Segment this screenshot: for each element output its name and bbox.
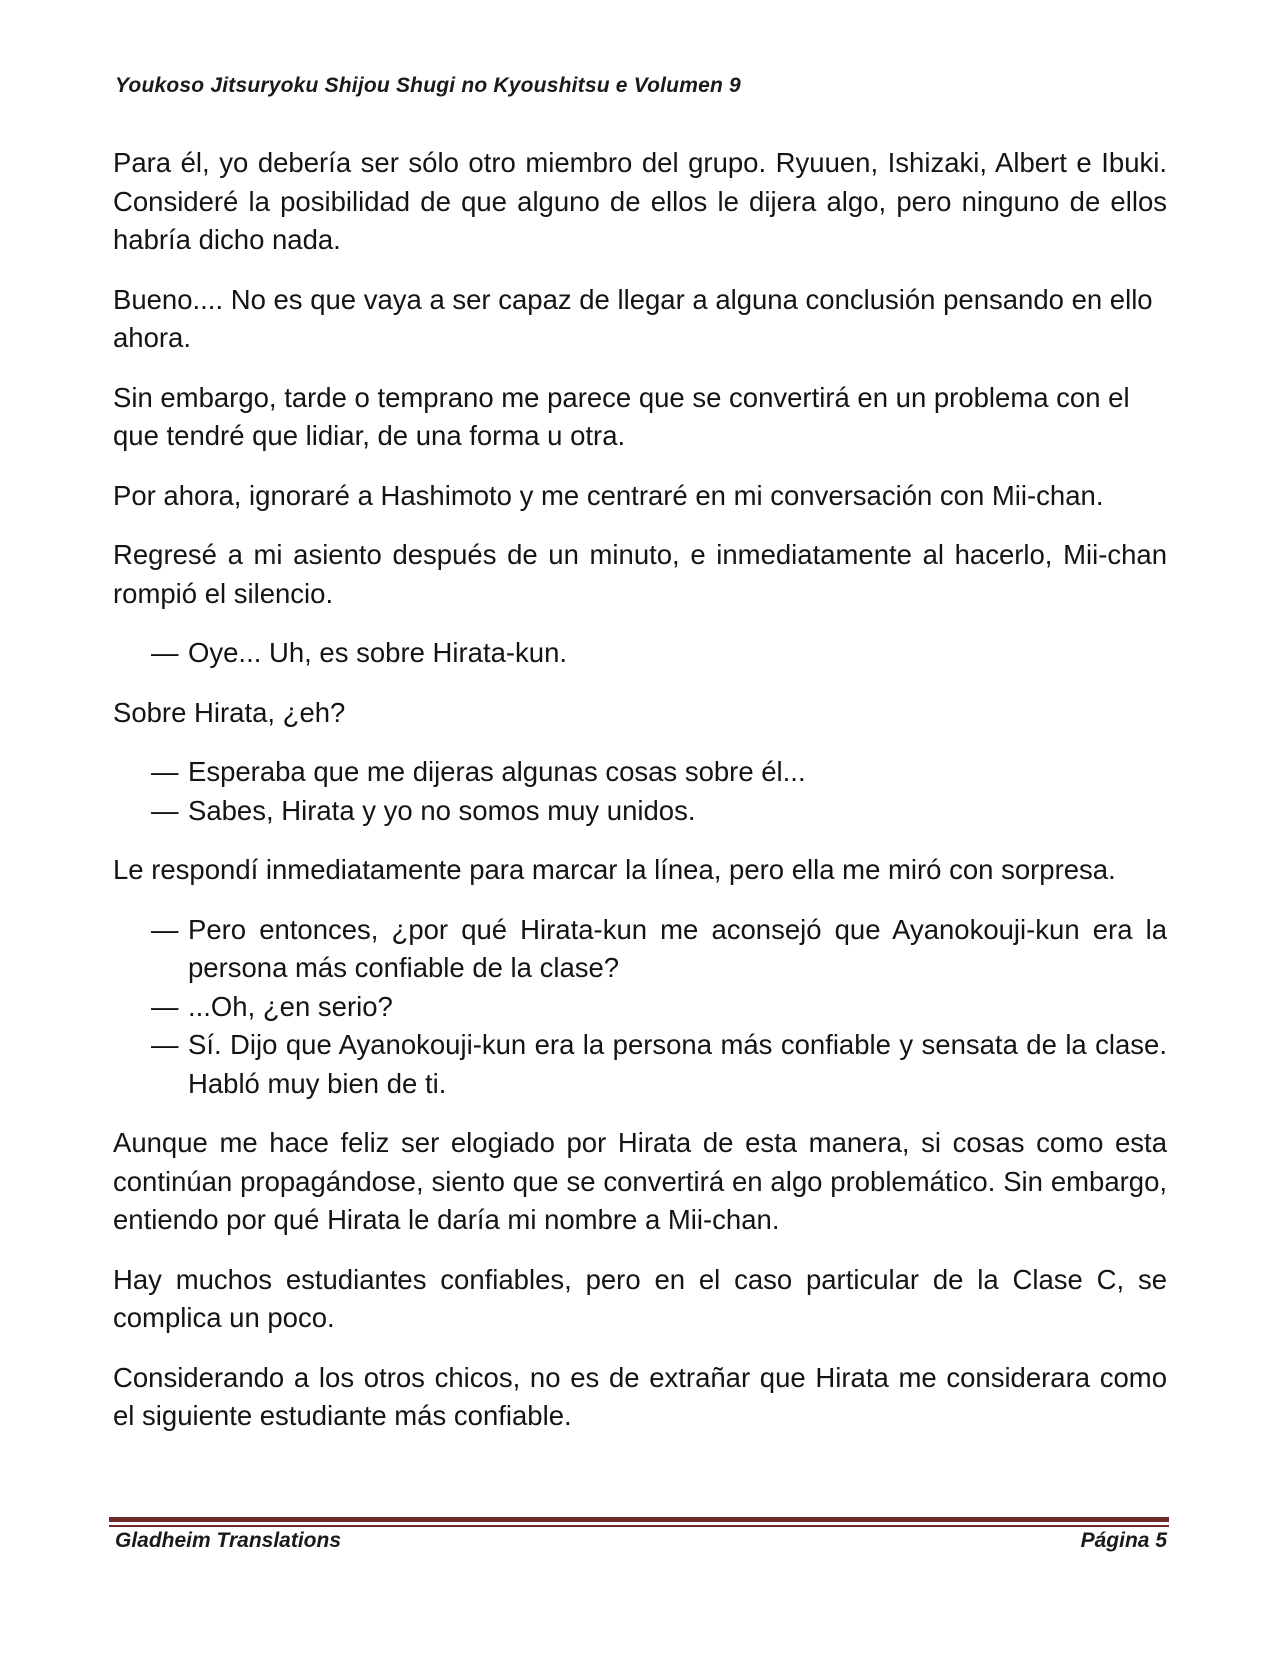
- paragraph: Hay muchos estudiantes confiables, pero en el caso particular de la Clase C, se complica un poco.: [113, 1263, 1167, 1333]
- dialogue-text: Pero entonces, ¿por qué Hirata-kun me aconsejó que Ayanokouji-kun era la persona más confiable de la clase?: [188, 913, 1167, 983]
- dialogue-text: Esperaba que me dijeras algunas cosas sobre él...: [188, 756, 806, 787]
- dialogue-dash: —: [151, 637, 179, 668]
- dialogue-dash: —: [151, 1029, 179, 1060]
- dialogue-dash: —: [151, 990, 179, 1022]
- page-header-title: Youkoso Jitsuryoku Shijou Shugi no Kyoushitsu e Volumen 9: [115, 74, 741, 97]
- footer-publisher: Gladheim Translations: [115, 1529, 342, 1552]
- paragraph: Le respondí inmediatamente para marcar la línea, pero ella me miró con sorpresa.: [113, 854, 1116, 885]
- paragraph: Sin embargo, tarde o temprano me parece que se convertirá en un problema con el que tendré que lidiar, de una forma u otra.: [113, 381, 1130, 451]
- paragraph: Sobre Hirata, ¿eh?: [113, 696, 346, 728]
- dialogue-line: [113, 753, 1167, 792]
- dialogue-text: Sabes, Hirata y yo no somos muy unidos.: [188, 794, 696, 826]
- dialogue-dash: —: [151, 756, 179, 787]
- dialogue-line: [113, 792, 1167, 831]
- dialogue-line: [113, 988, 1167, 1027]
- dialogue-block: [113, 753, 1167, 830]
- dialogue-dash: —: [151, 913, 179, 945]
- paragraph: Por ahora, ignoraré a Hashimoto y me centraré en mi conversación con Mii-chan.: [113, 479, 1104, 511]
- footer-divider: [109, 1517, 1169, 1522]
- document-body: [113, 144, 1167, 1457]
- paragraph: Bueno.... No es que vaya a ser capaz de llegar a alguna conclusión pensando en ello ahora.: [113, 283, 1153, 353]
- dialogue-line: [113, 634, 1167, 673]
- dialogue-block: [113, 634, 1167, 673]
- dialogue-dash: —: [151, 794, 179, 826]
- dialogue-line: [113, 911, 1167, 988]
- paragraph: Para él, yo debería ser sólo otro miembro del grupo. Ryuuen, Ishizaki, Albert e Ibuki. Consideré la posibilidad de que alguno de ellos le dijera algo, pero ninguno de ellos habría dicho nada.: [113, 147, 1167, 255]
- dialogue-line: [113, 1026, 1167, 1103]
- footer-divider: [109, 1525, 1169, 1527]
- paragraph: Regresé a mi asiento después de un minuto, e inmediatamente al hacerlo, Mii-chan rompió el silencio.: [113, 539, 1167, 609]
- paragraph: Considerando a los otros chicos, no es de extrañar que Hirata me considerara como el siguiente estudiante más confiable.: [113, 1361, 1167, 1431]
- page-number: Página 5: [1080, 1529, 1167, 1552]
- dialogue-text: Sí. Dijo que Ayanokouji-kun era la persona más confiable y sensata de la clase. Habló muy bien de ti.: [188, 1029, 1167, 1099]
- dialogue-text: Oye... Uh, es sobre Hirata-kun.: [188, 637, 568, 668]
- paragraph: Aunque me hace feliz ser elogiado por Hirata de esta manera, si cosas como esta continúan propagándose, siento que se convertirá en algo problemático. Sin embargo, entiendo por qué Hirata le daría mi nombre a Mii-chan.: [113, 1127, 1167, 1235]
- dialogue-block: [113, 911, 1167, 1104]
- dialogue-text: ...Oh, ¿en serio?: [188, 990, 393, 1022]
